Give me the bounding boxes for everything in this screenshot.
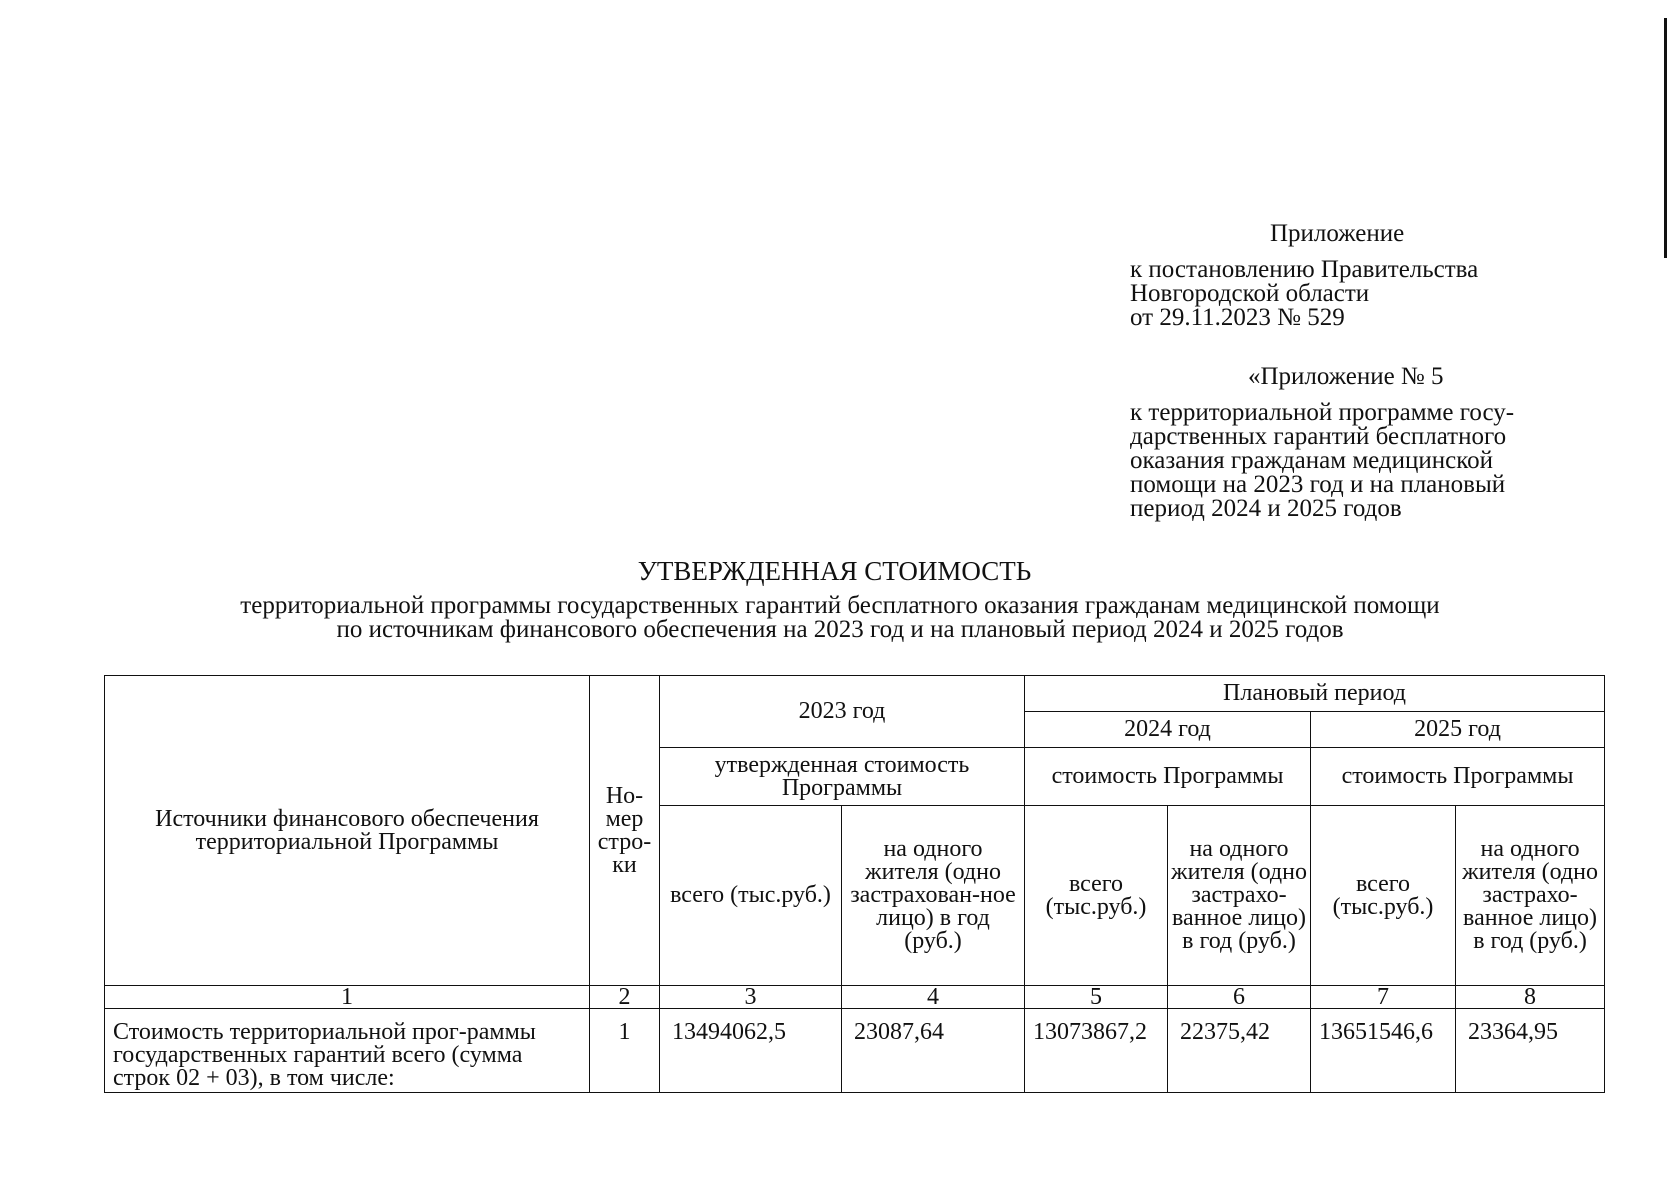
appendix-line: Новгородской области	[1130, 280, 1370, 307]
cost-table	[104, 675, 1605, 1093]
appendix-reference-block	[1130, 365, 1570, 521]
subtitle-line: территориальной программы государственных гарантий бесплатного оказания гражданам медицинской помощи	[240, 592, 1440, 619]
table-row	[105, 1009, 1605, 1093]
appendix-line: от 29.11.2023 № 529	[1130, 304, 1345, 331]
header-year-2024: 2024 год	[1025, 712, 1311, 748]
header-year-2023: 2023 год	[660, 676, 1025, 748]
header-approved-cost: утвержденная стоимость Программы	[660, 748, 1025, 806]
appendix-line: к постановлению Правительства	[1130, 256, 1479, 283]
value-total-2025: 13651546,6	[1311, 1009, 1456, 1093]
header-total-2023: всего (тыс.руб.)	[660, 806, 842, 986]
appendix-ref-title: «Приложение № 5	[1248, 363, 1444, 390]
document-subtitle	[140, 594, 1540, 642]
appendix-ref-line: к территориальной программе госу-	[1130, 399, 1515, 426]
value-per-capita-2024: 22375,42	[1168, 1009, 1311, 1093]
header-sources: Источники финансового обеспечения территориальной Программы	[105, 676, 590, 986]
subtitle-line: по источникам финансового обеспечения на 2023 год и на плановый период 2024 и 2025 годов	[336, 616, 1344, 643]
appendix-ref-line: дарственных гарантий бесплатного	[1130, 423, 1507, 450]
value-per-capita-2023: 23087,64	[842, 1009, 1025, 1093]
page-edge-mark	[1664, 18, 1667, 258]
document-title: УТВЕРЖДЕННАЯ СТОИМОСТЬ	[637, 556, 1032, 586]
column-number: 2	[590, 986, 660, 1009]
header-total-2024: всего (тыс.руб.)	[1025, 806, 1168, 986]
header-row-number: Но-мер стро-ки	[590, 676, 660, 986]
column-number: 7	[1311, 986, 1456, 1009]
header-cost-2024: стоимость Программы	[1025, 748, 1311, 806]
column-number: 4	[842, 986, 1025, 1009]
row-number: 1	[590, 1009, 660, 1093]
column-number: 3	[660, 986, 842, 1009]
column-number-row	[105, 986, 1605, 1009]
value-total-2024: 13073867,2	[1025, 1009, 1168, 1093]
appendix-ref-line: оказания гражданам медицинской	[1130, 447, 1494, 474]
appendix-ref-line: период 2024 и 2025 годов	[1130, 495, 1402, 522]
appendix-block	[1130, 222, 1570, 330]
value-total-2023: 13494062,5	[660, 1009, 842, 1093]
column-number: 6	[1168, 986, 1311, 1009]
row-source: Стоимость территориальной прог-раммы государственных гарантий всего (сумма строк 02 + 03), в том числе:	[105, 1009, 590, 1093]
value-per-capita-2025: 23364,95	[1456, 1009, 1605, 1093]
appendix-title: Приложение	[1270, 220, 1405, 247]
column-number: 8	[1456, 986, 1605, 1009]
appendix-ref-line: помощи на 2023 год и на плановый	[1130, 471, 1506, 498]
header-total-2025: всего (тыс.руб.)	[1311, 806, 1456, 986]
column-number: 1	[105, 986, 590, 1009]
header-per-capita-2024: на одного жителя (одно застрахо-ванное лицо) в год (руб.)	[1168, 806, 1311, 986]
header-cost-2025: стоимость Программы	[1311, 748, 1605, 806]
header-per-capita-2023: на одного жителя (одно застрахован-ное лицо) в год (руб.)	[842, 806, 1025, 986]
header-planned-period: Плановый период	[1025, 676, 1605, 712]
header-year-2025: 2025 год	[1311, 712, 1605, 748]
header-per-capita-2025: на одного жителя (одно застрахо-ванное лицо) в год (руб.)	[1456, 806, 1605, 986]
column-number: 5	[1025, 986, 1168, 1009]
